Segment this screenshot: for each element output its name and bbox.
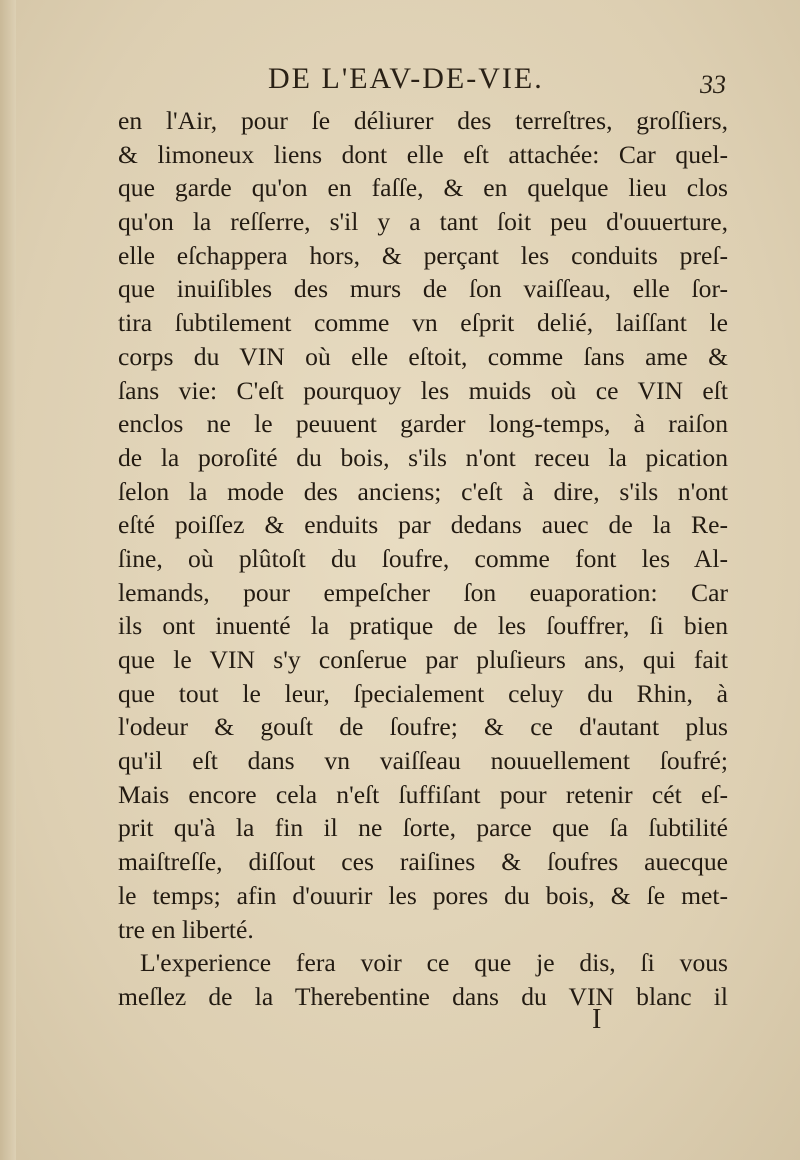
text-line: enclos ne le peuuent garder long-temps, à raiſon — [118, 409, 728, 439]
running-head — [120, 62, 726, 102]
body-text — [118, 104, 728, 1014]
text-line: L'experience fera voir ce que je dis, ſi vous — [140, 948, 728, 978]
text-line: & limoneux liens dont elle eſt attachée: Car quel- — [118, 139, 728, 169]
text-line: ſine, où plûtoſt du ſoufre, comme font les Al- — [118, 543, 728, 573]
page-gutter-shadow — [0, 0, 16, 1160]
text-line: maiſtreſſe, diſſout ces raiſines & ſoufres auecque — [118, 847, 728, 877]
text-line: que garde qu'on en faſſe, & en quelque lieu clos — [118, 173, 728, 203]
text-line: eſté poiſſez & enduits par dedans auec de la Re- — [118, 510, 728, 540]
text-line: tira ſubtilement comme vn eſprit delié, laiſſant le — [118, 308, 728, 338]
page-number: 33 — [700, 70, 726, 99]
text-line: elle eſchappera hors, & perçant les conduits preſ- — [118, 240, 728, 270]
text-line: le temps; afin d'ouurir les pores du bois, & ſe met- — [118, 880, 728, 910]
text-line: ſelon la mode des anciens; c'eſt à dire, s'ils n'ont — [118, 476, 728, 506]
paragraph-2 — [118, 946, 728, 1013]
text-line: que tout le leur, ſpecialement celuy du Rhin, à — [118, 678, 728, 708]
text-line: Mais encore cela n'eſt ſuffiſant pour retenir cét eſ- — [118, 779, 728, 809]
text-line: ſans vie: C'eſt pourquoy les muids où ce VIN eſt — [118, 375, 728, 405]
text-line: prit qu'à la fin il ne ſorte, parce que ſa ſubtilité — [118, 813, 728, 843]
text-line: que inuiſibles des murs de ſon vaiſſeau, elle ſor- — [118, 274, 728, 304]
running-head-title: DE L'EAV-DE-VIE. — [268, 62, 544, 95]
signature-mark: I — [592, 1004, 602, 1035]
text-line: meſlez de la Therebentine dans du VIN blanc il — [118, 981, 728, 1011]
text-line: qu'il eſt dans vn vaiſſeau nouuellement ſoufré; — [118, 746, 728, 776]
text-line: l'odeur & gouſt de ſoufre; & ce d'autant plus — [118, 712, 728, 742]
text-line: en l'Air, pour ſe déliurer des terreſtres, groſſiers, — [118, 106, 728, 135]
text-line: tre en liberté. — [118, 914, 254, 944]
text-line: ils ont inuenté la pratique de les ſouffrer, ſi bien — [118, 611, 728, 641]
text-line: que le VIN s'y conſerue par pluſieurs ans, qui fait — [118, 645, 728, 674]
text-line: lemands, pour empeſcher ſon euaporation: Car — [118, 577, 728, 607]
text-line: qu'on la reſſerre, s'il y a tant ſoit peu d'ouuerture, — [118, 207, 728, 237]
paragraph-1 — [118, 104, 728, 946]
text-line: de la poroſité du bois, s'ils n'ont receu la pication — [118, 442, 728, 472]
text-line: corps du VIN où elle eſtoit, comme ſans ame & — [118, 341, 728, 371]
